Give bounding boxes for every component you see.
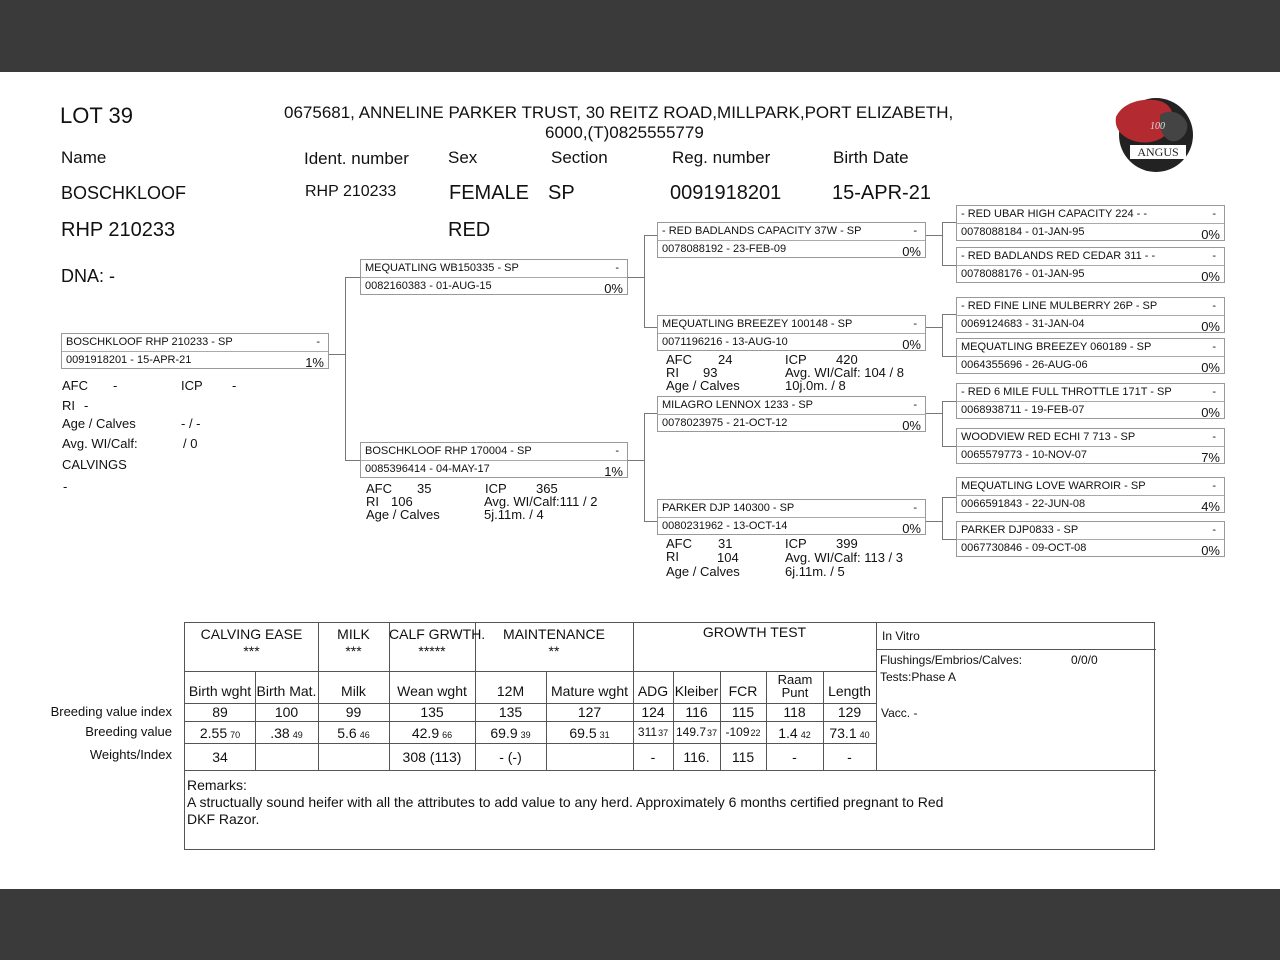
angus-logo [1112, 95, 1196, 173]
gp4-ri-label: RI [666, 549, 679, 564]
animal-color: RED [448, 219, 491, 241]
gp4-icp: 399 [836, 536, 858, 551]
index-cell: 135 [498, 704, 523, 720]
bv-accuracy: 70 [230, 730, 241, 740]
col-raam-punt: Raam Punt [777, 672, 813, 700]
grandparent-reg: 0078088192 - 23-FEB-09 [662, 243, 787, 255]
grandparent-box[interactable] [657, 396, 926, 432]
dam-afc: 35 [417, 481, 432, 496]
ggp-reg: 0069124683 - 31-JAN-04 [961, 318, 1085, 330]
connector [942, 265, 956, 266]
sire-pct: 0% [604, 281, 623, 296]
tests-label: Tests:Phase A [880, 670, 957, 684]
subject-age: - / - [181, 416, 201, 431]
group-calving-stars: *** [243, 643, 260, 659]
connector [644, 413, 645, 521]
weight-cell: - [650, 749, 656, 765]
row-label-weights: Weights/Index [89, 747, 172, 762]
breeder-line-2: 6000,(T)0825555779 [545, 123, 704, 142]
connector [926, 521, 942, 522]
ggp-dash: - [1212, 524, 1216, 536]
index-cell: 124 [641, 704, 665, 720]
ggp-pct: 0% [1201, 227, 1220, 242]
grandparent-pct: 0% [902, 337, 921, 352]
ggp-pct: 7% [1201, 450, 1220, 465]
dam-icp-label: ICP [485, 481, 507, 496]
animal-birth: 15-APR-21 [832, 182, 931, 204]
bv-value: 1.4 [778, 725, 798, 741]
dam-box[interactable] [360, 442, 628, 478]
group-calving-ease: CALVING EASE [200, 626, 303, 642]
ggp-dash: - [1212, 386, 1216, 398]
index-cell: 135 [420, 704, 444, 720]
gp4-afc-label: AFC [666, 536, 692, 551]
connector [942, 497, 943, 539]
group-growth-test: GROWTH TEST [702, 624, 807, 640]
svg-text:100: 100 [1150, 121, 1165, 132]
dam-icp: 365 [536, 481, 558, 496]
subject-pct: 1% [305, 355, 324, 370]
grandparent-pct: 0% [902, 418, 921, 433]
index-cell: 118 [783, 704, 806, 720]
grandparent-box[interactable] [657, 315, 926, 351]
ggp-dash: - [1212, 431, 1216, 443]
connector [942, 314, 943, 356]
connector [926, 235, 942, 236]
connector [942, 356, 956, 357]
lot-number: LOT 39 [60, 103, 133, 128]
weight-cell: 34 [212, 749, 228, 765]
subject-age-label: Age / Calves [62, 416, 136, 431]
bv-value: 311 [637, 725, 658, 739]
connector [644, 235, 657, 236]
in-vitro-label: In Vitro [882, 629, 920, 643]
ggp-name: PARKER DJP0833 - SP [961, 524, 1079, 536]
dam-afc-label: AFC [366, 481, 392, 496]
vacc-label: Vacc. - [881, 706, 918, 720]
dam-reg: 0085396414 - 04-MAY-17 [365, 463, 490, 475]
row-label-index: Breeding value index [50, 704, 172, 719]
row-label-bv: Breeding value [85, 724, 172, 739]
connector [628, 460, 644, 461]
subject-afc: - [113, 378, 118, 393]
connector [628, 277, 644, 278]
subject-ri-label: RI [62, 398, 75, 413]
great-grandparent-box[interactable] [956, 428, 1225, 464]
grandparent-reg: 0078023975 - 21-OCT-12 [662, 417, 788, 429]
great-grandparent-box[interactable] [956, 297, 1225, 333]
animal-name: BOSCHKLOOF [61, 183, 187, 203]
gp2-afc-label: AFC [666, 352, 692, 367]
connector [345, 277, 346, 460]
bv-cell [823, 725, 876, 741]
gp2-age: 10j.0m. / 8 [785, 378, 846, 393]
great-grandparent-box[interactable] [956, 205, 1225, 241]
header-section: Section [551, 148, 608, 167]
header-birth: Birth Date [833, 148, 909, 167]
weight-cell: 116. [683, 749, 710, 765]
remarks-line-2: DKF Razor. [187, 811, 260, 827]
bv-accuracy: 39 [520, 730, 531, 740]
connector [942, 222, 943, 265]
subject-ri: - [84, 398, 89, 413]
ggp-pct: 0% [1201, 405, 1220, 420]
col-kleiber: Kleiber [674, 683, 719, 699]
subject-icp-label: ICP [181, 378, 203, 393]
subject-avg: / 0 [183, 436, 198, 451]
gp4-age-label: Age / Calves [666, 564, 740, 579]
index-cell: 116 [685, 704, 708, 720]
grandparent-pct: 0% [902, 244, 921, 259]
gp2-avg: Avg. WI/Calf: 104 / 8 [785, 365, 904, 380]
grandparent-dash: - [913, 318, 917, 330]
col-birth-mat: Birth Mat. [256, 683, 317, 699]
grandparent-box[interactable] [657, 222, 926, 258]
connector [345, 277, 360, 278]
animal-ident: RHP 210233 [305, 183, 397, 200]
subject-avg-label: Avg. WI/Calf: [62, 436, 138, 451]
logo-text: ANGUS [1137, 145, 1179, 159]
col-milk: Milk [341, 683, 366, 699]
sire-dash: - [615, 262, 619, 274]
remarks-line-1: A structually sound heifer with all the attributes to add value to any herd. Approximately 6 months certified pregnant to Red [187, 794, 944, 810]
gp4-avg: Avg. WI/Calf: 113 / 3 [785, 550, 904, 565]
gp4-icp-label: ICP [785, 536, 807, 551]
grandparent-name: MILAGRO LENNOX 1233 - SP [662, 399, 813, 411]
index-cell: 99 [345, 704, 362, 720]
gp2-age-label: Age / Calves [666, 378, 740, 393]
bv-cell [633, 725, 673, 739]
bv-accuracy: 40 [859, 730, 870, 740]
gp2-ri: 93 [703, 365, 718, 380]
col-adg: ADG [637, 683, 669, 699]
grandparent-dash: - [913, 399, 917, 411]
connector [644, 327, 657, 328]
connector [329, 354, 345, 355]
breeder-line-1: 0675681, ANNELINE PARKER TRUST, 30 REITZ ROAD,MILLPARK,PORT ELIZABETH, [284, 103, 954, 122]
bv-cell [255, 725, 318, 741]
bv-cell [766, 725, 823, 741]
dam-dash: - [615, 445, 619, 457]
grandparent-reg: 0071196216 - 13-AUG-10 [662, 336, 788, 348]
bv-cell [389, 725, 475, 741]
animal-tattoo: RHP 210233 [61, 219, 176, 241]
subject-reg: 0091918201 - 15-APR-21 [66, 354, 192, 366]
subject-name: BOSCHKLOOF RHP 210233 - SP [66, 336, 233, 348]
ggp-reg: 0065579773 - 10-NOV-07 [961, 449, 1087, 461]
bv-value: 5.6 [337, 725, 357, 741]
ggp-pct: 0% [1201, 360, 1220, 375]
connector [942, 446, 956, 447]
ggp-pct: 0% [1201, 543, 1220, 558]
great-grandparent-box[interactable] [956, 383, 1225, 419]
bv-accuracy: 42 [800, 730, 811, 740]
ggp-name: MEQUATLING LOVE WARROIR - SP [961, 480, 1146, 492]
ggp-dash: - [1212, 208, 1216, 220]
weight-cell: 115 [731, 749, 755, 765]
group-maintenance-stars: ** [548, 643, 560, 659]
ggp-name: - RED BADLANDS RED CEDAR 311 - - [961, 250, 1156, 262]
sire-reg: 0082160383 - 01-AUG-15 [365, 280, 492, 292]
gp4-age: 6j.11m. / 5 [785, 564, 845, 579]
ggp-reg: 0068938711 - 19-FEB-07 [961, 404, 1085, 416]
grandparent-box[interactable] [657, 499, 926, 535]
ggp-name: - RED FINE LINE MULBERRY 26P - SP [961, 300, 1158, 312]
flushings-value: 0/0/0 [1071, 653, 1098, 667]
great-grandparent-box[interactable] [956, 338, 1225, 374]
dam-name: BOSCHKLOOF RHP 170004 - SP [365, 445, 532, 457]
animal-section: SP [548, 182, 575, 204]
subject-dash: - [316, 336, 320, 348]
connector [345, 460, 360, 461]
top-bar [0, 0, 1280, 72]
dam-avg: Avg. WI/Calf:111 / 2 [484, 494, 598, 509]
gp2-icp: 420 [836, 352, 858, 367]
great-grandparent-box[interactable] [956, 477, 1225, 513]
great-grandparent-box[interactable] [956, 521, 1225, 557]
grandparent-name: PARKER DJP 140300 - SP [662, 502, 795, 514]
header-sex: Sex [448, 148, 478, 167]
gp2-afc: 24 [718, 352, 733, 367]
grandparent-pct: 0% [902, 521, 921, 536]
ggp-dash: - [1212, 341, 1216, 353]
bv-cell [318, 725, 389, 741]
subject-icp: - [232, 378, 237, 393]
bv-accuracy: 66 [442, 730, 453, 740]
ggp-reg: 0066591843 - 22-JUN-08 [961, 498, 1086, 510]
sire-name: MEQUATLING WB150335 - SP [365, 262, 519, 274]
col-length: Length [828, 683, 871, 699]
bv-value: -109 [725, 725, 750, 739]
gp4-ri: 104 [717, 550, 739, 565]
grandparent-name: MEQUATLING BREEZEY 100148 - SP [662, 318, 853, 330]
bv-value: .38 [270, 725, 290, 741]
bv-value: 69.9 [490, 725, 518, 741]
connector [644, 521, 657, 522]
ggp-reg: 0078088176 - 01-JAN-95 [961, 268, 1085, 280]
ggp-reg: 0078088184 - 01-JAN-95 [961, 226, 1085, 238]
col-mature-wght: Mature wght [550, 683, 629, 699]
weight-cell: 308 (113) [402, 749, 462, 765]
dam-age: 5j.11m. / 4 [484, 507, 544, 522]
header-name: Name [61, 148, 107, 167]
bv-value: 149.7 [675, 725, 706, 739]
weight-cell: - [847, 749, 852, 765]
connector [942, 401, 956, 402]
bv-accuracy: 22 [750, 728, 761, 738]
header-ident: Ident. number [304, 149, 409, 168]
connector [926, 413, 942, 414]
col-12m: 12M [496, 683, 525, 699]
index-cell: 89 [212, 704, 228, 720]
bv-cell [475, 725, 546, 741]
ggp-name: MEQUATLING BREEZEY 060189 - SP [961, 341, 1152, 353]
grandparent-name: - RED BADLANDS CAPACITY 37W - SP [662, 225, 862, 237]
bv-accuracy: 37 [658, 728, 669, 738]
grandparent-dash: - [913, 225, 917, 237]
index-cell: 100 [274, 704, 299, 720]
dna: DNA: - [61, 266, 115, 286]
ggp-name: WOODVIEW RED ECHI 7 713 - SP [961, 431, 1136, 443]
great-grandparent-box[interactable] [956, 247, 1225, 283]
ggp-pct: 4% [1201, 499, 1220, 514]
bv-accuracy: 31 [599, 730, 610, 740]
connector [942, 314, 956, 315]
bv-value: 73.1 [829, 725, 857, 741]
ggp-reg: 0067730846 - 09-OCT-08 [961, 542, 1087, 554]
bv-value: 69.5 [569, 725, 597, 741]
header-reg: Reg. number [672, 148, 771, 167]
animal-sex: FEMALE [449, 182, 530, 204]
breeding-value-table [184, 622, 1155, 850]
bv-cell [720, 725, 766, 739]
index-cell: 129 [837, 704, 862, 720]
connector [942, 497, 956, 498]
pedigree-sheet [0, 72, 1280, 889]
weight-cell: - (-) [499, 749, 522, 765]
grandparent-reg: 0080231962 - 13-OCT-14 [662, 520, 788, 532]
subject-calvings: - [63, 479, 68, 494]
remarks-label: Remarks: [187, 777, 247, 793]
bv-cell [546, 725, 633, 741]
connector [644, 235, 645, 327]
bv-accuracy: 49 [292, 730, 303, 740]
group-milk: MILK [337, 626, 370, 642]
group-maintenance: MAINTENANCE [503, 626, 605, 642]
col-wean-wght: Wean wght [397, 683, 467, 699]
ggp-dash: - [1212, 250, 1216, 262]
dam-pct: 1% [604, 464, 623, 479]
bv-cell [673, 725, 720, 739]
flushings-label: Flushings/Embrios/Calves: [880, 653, 1023, 667]
connector [942, 222, 956, 223]
index-cell: 127 [577, 704, 602, 720]
ggp-pct: 0% [1201, 319, 1220, 334]
col-fcr: FCR [728, 683, 758, 699]
dam-age-label: Age / Calves [366, 507, 440, 522]
subject-box[interactable] [61, 333, 329, 369]
bv-accuracy: 46 [359, 730, 370, 740]
subject-calvings-label: CALVINGS [62, 457, 127, 472]
connector [942, 539, 956, 540]
ggp-name: - RED 6 MILE FULL THROTTLE 171T - SP [961, 386, 1172, 398]
dam-ri: 106 [391, 494, 413, 509]
bv-accuracy: 37 [707, 728, 718, 738]
gp2-ri-label: RI [666, 365, 679, 380]
animal-reg: 0091918201 [670, 182, 782, 204]
connector [926, 327, 942, 328]
group-milk-stars: *** [345, 643, 362, 659]
weight-cell: - [792, 749, 797, 765]
connector [644, 413, 657, 414]
bv-value: 2.55 [199, 725, 228, 741]
bv-cell [185, 725, 255, 741]
gp4-afc: 31 [718, 536, 733, 551]
col-birth-wght: Birth wght [188, 683, 252, 699]
ggp-dash: - [1212, 300, 1216, 312]
dam-ri-label: RI [366, 494, 379, 509]
subject-afc-label: AFC [62, 378, 88, 393]
gp2-icp-label: ICP [785, 352, 807, 367]
ggp-dash: - [1212, 480, 1216, 492]
index-cell: 115 [731, 704, 755, 720]
bv-value: 42.9 [411, 725, 440, 741]
sire-box[interactable] [360, 259, 628, 295]
group-calf-growth: CALF GRWTH. [389, 626, 486, 642]
ggp-pct: 0% [1201, 269, 1220, 284]
ggp-name: - RED UBAR HIGH CAPACITY 224 - - [961, 208, 1148, 220]
bottom-bar [0, 889, 1280, 960]
grandparent-dash: - [913, 502, 917, 514]
ggp-reg: 0064355696 - 26-AUG-06 [961, 359, 1088, 371]
group-calf-stars: ***** [418, 643, 446, 659]
connector [942, 401, 943, 446]
